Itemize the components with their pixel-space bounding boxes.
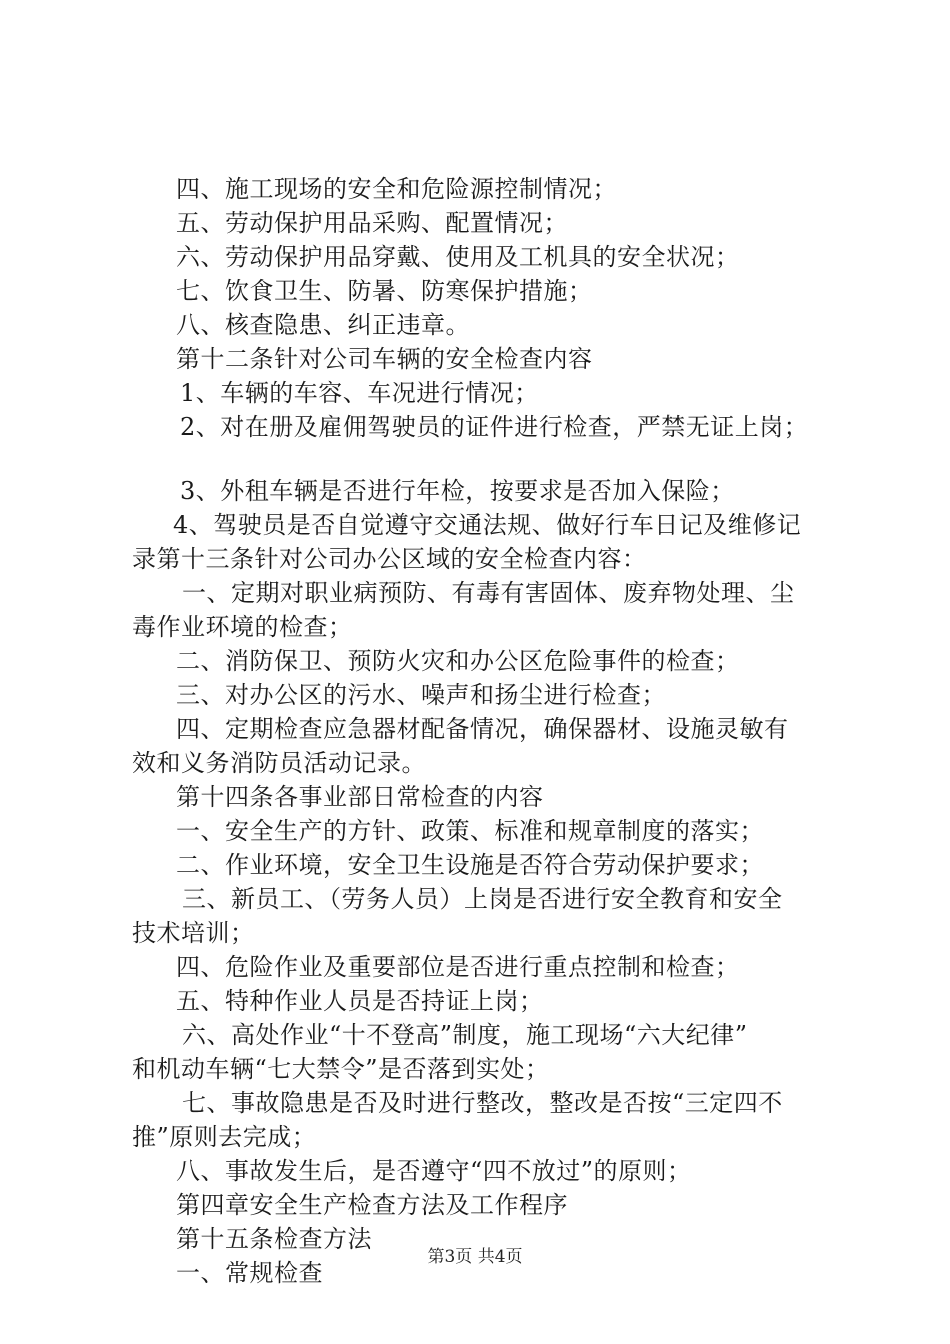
text-line: 六、高处作业“十不登高”制度，施工现场“六大纪律” [182, 1021, 748, 1049]
section-heading: 第十二条针对公司车辆的安全检查内容 [176, 345, 593, 373]
text-line: 一、定期对职业病预防、有毒有害固体、废弃物处理、尘 [182, 579, 795, 607]
text-line: 毒作业环境的检查； [132, 613, 353, 641]
paragraph-gap [132, 444, 832, 474]
text-line: 八、事故发生后，是否遵守“四不放过”的原则； [176, 1157, 692, 1185]
text-line: 六、劳动保护用品穿戴、使用及工机具的安全状况； [176, 243, 740, 271]
document-body [132, 172, 832, 1290]
text-line: 七、饮食卫生、防暑、防寒保护措施； [176, 277, 593, 305]
text-line: 五、劳动保护用品采购、配置情况； [176, 209, 568, 237]
chapter-heading: 第四章安全生产检查方法及工作程序 [176, 1191, 568, 1219]
text-line: 七、事故隐患是否及时进行整改，整改是否按“三定四不 [182, 1089, 783, 1117]
section-heading: 第十五条检查方法 [176, 1225, 372, 1253]
text-line: 录第十三条针对公司办公区域的安全检查内容： [132, 545, 647, 573]
text-line: 三、对办公区的污水、噪声和扬尘进行检查； [176, 681, 666, 709]
text-line: 2、对在册及雇佣驾驶员的证件进行检查，严禁无证上岗； [180, 413, 809, 441]
text-line: 二、作业环境，安全卫生设施是否符合劳动保护要求； [176, 851, 764, 879]
text-line: 3、外租车辆是否进行年检，按要求是否加入保险； [180, 477, 735, 505]
text-line: 三、新员工、（劳务人员）上岗是否进行安全教育和安全 [182, 885, 783, 913]
text-line: 二、消防保卫、预防火灾和办公区危险事件的检查； [176, 647, 740, 675]
text-line: 八、核查隐患、纠正违章。 [176, 311, 470, 339]
text-line: 效和义务消防员活动记录。 [132, 749, 426, 777]
text-line: 推”原则去完成； [132, 1123, 317, 1151]
text-line: 四、定期检查应急器材配备情况，确保器材、设施灵敏有 [176, 715, 789, 743]
text-line: 技术培训； [132, 919, 255, 947]
text-line: 一、常规检查 [176, 1259, 323, 1287]
text-line: 4、驾驶员是否自觉遵守交通法规、做好行车日记及维修记 [173, 511, 802, 539]
text-line: 1、车辆的车容、车况进行情况； [180, 379, 539, 407]
text-line: 一、安全生产的方针、政策、标准和规章制度的落实； [176, 817, 764, 845]
text-line: 和机动车辆“七大禁令”是否落到实处； [132, 1055, 550, 1083]
text-line: 四、危险作业及重要部位是否进行重点控制和检查； [176, 953, 740, 981]
text-line: 五、特种作业人员是否持证上岗； [176, 987, 544, 1015]
page-number-footer: 第3页 共4页 [427, 1247, 523, 1267]
section-heading: 第十四条各事业部日常检查的内容 [176, 783, 544, 811]
text-line: 四、施工现场的安全和危险源控制情况； [176, 175, 617, 203]
